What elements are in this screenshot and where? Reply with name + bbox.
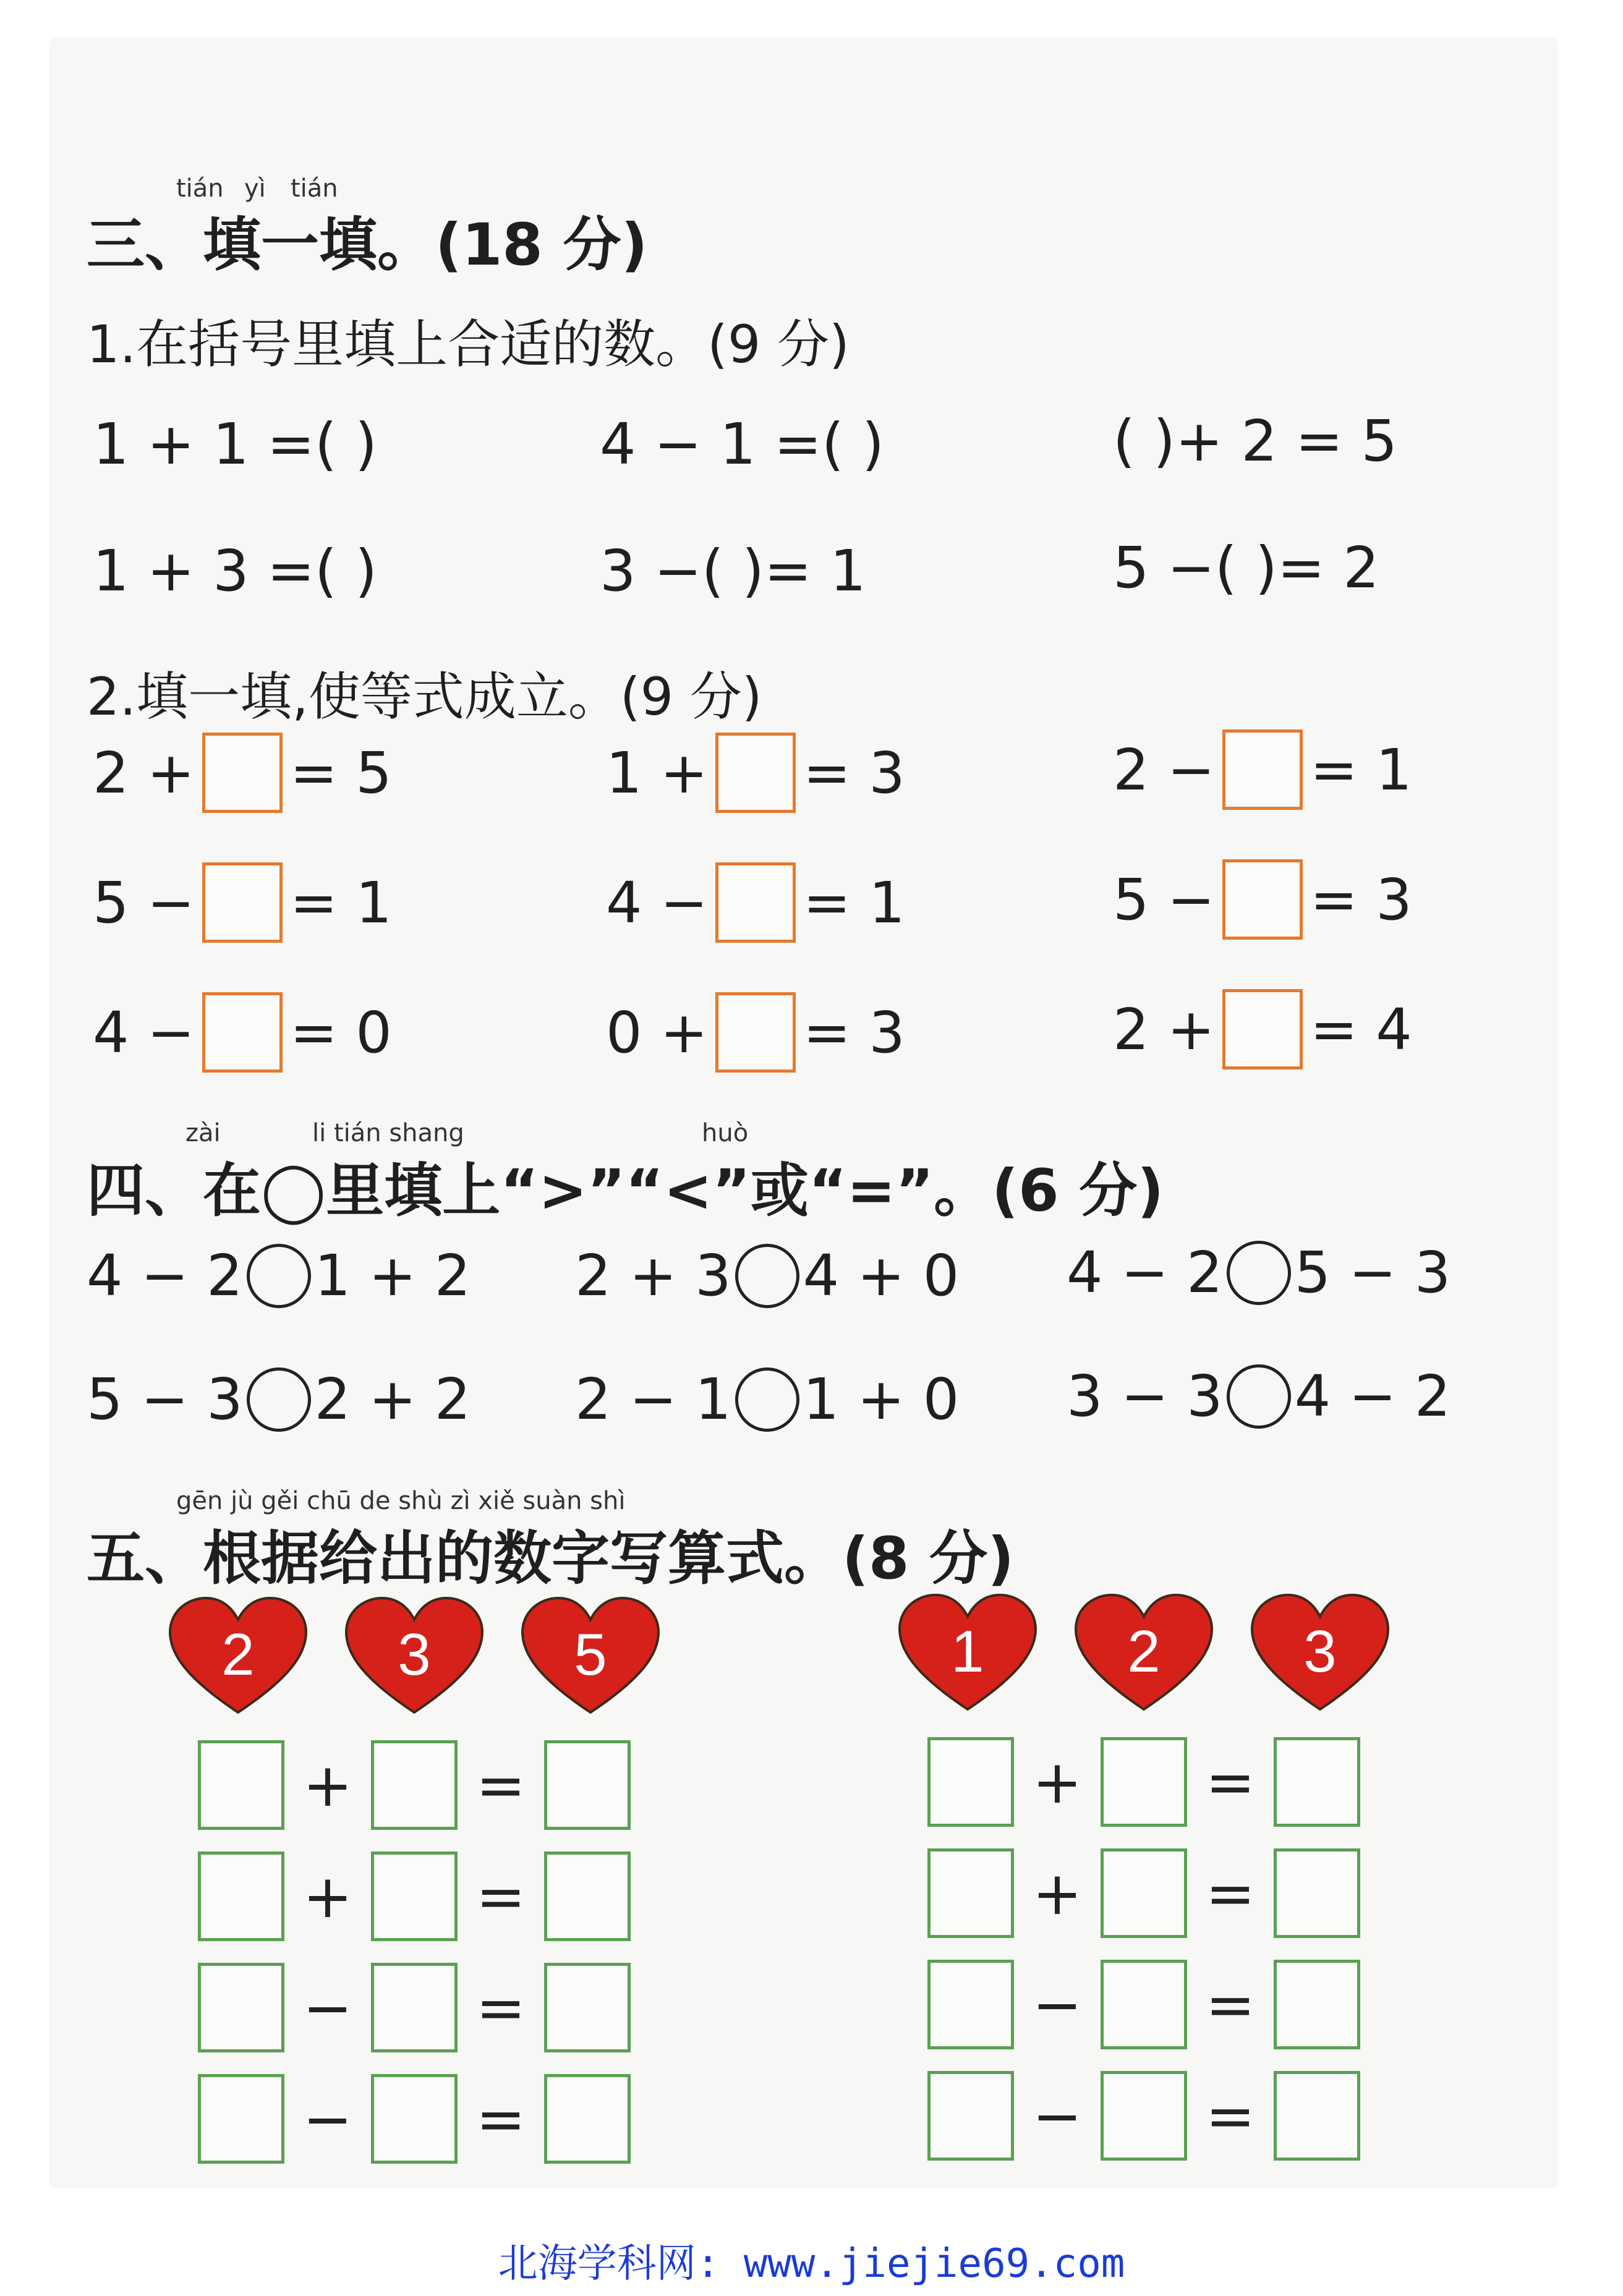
q1-eq-5: 3 −( )= 1: [600, 538, 866, 604]
pinyin-tian1: tián: [176, 174, 224, 203]
compare-item: 2 − 1 1 + 0: [575, 1366, 960, 1432]
pinyin-huo: huò: [702, 1119, 749, 1147]
answer-box[interactable]: [1101, 1960, 1187, 2049]
answer-box[interactable]: [371, 2074, 458, 2164]
heart-number: 2: [167, 1595, 309, 1719]
equation-row: + =: [198, 1852, 631, 1941]
pinyin-li-tianshang: li tián shang: [312, 1119, 464, 1147]
q2-item: 2 − = 1: [1113, 729, 1412, 810]
q1-title: 1.在括号里填上合适的数。(9 分): [87, 314, 850, 375]
q2-item: 5 − = 3: [1113, 859, 1412, 940]
q1-eq-3: ( )+ 2 = 5: [1113, 408, 1397, 474]
q2-title: 2.填一填,使等式成立。(9 分): [87, 666, 762, 727]
pinyin-yi: yì: [244, 174, 266, 203]
pinyin-zai: zài: [185, 1119, 221, 1147]
answer-box[interactable]: [1222, 859, 1303, 940]
section4-title: 四、在◯里填上“>”“<”或“=”。(6 分): [87, 1157, 1164, 1225]
equation-row: − =: [927, 1960, 1360, 2049]
answer-box[interactable]: [1274, 1737, 1360, 1827]
compare-circle[interactable]: [1227, 1241, 1291, 1305]
q2-item: 0 + = 3: [606, 992, 905, 1073]
answer-box[interactable]: [1274, 1848, 1360, 1938]
answer-box[interactable]: [715, 992, 796, 1073]
heart-number: 5: [519, 1595, 662, 1719]
answer-box[interactable]: [1222, 989, 1303, 1069]
answer-box[interactable]: [927, 2071, 1014, 2161]
answer-box[interactable]: [202, 733, 283, 813]
heart-number: 2: [1073, 1592, 1215, 1716]
q2-item: 5 − = 1: [93, 862, 392, 943]
compare-circle[interactable]: [1227, 1364, 1291, 1429]
equation-row: − =: [198, 1963, 631, 2052]
q1-eq-2: 4 − 1 =( ): [600, 411, 884, 477]
equation-row: − =: [198, 2074, 631, 2164]
section5-title: 五、根据给出的数字写算式。(8 分): [87, 1525, 1015, 1592]
q2-item: 1 + = 3: [606, 733, 905, 813]
compare-circle[interactable]: [735, 1244, 799, 1308]
answer-box[interactable]: [715, 862, 796, 943]
answer-box[interactable]: [1274, 2071, 1360, 2161]
equation-row: + =: [927, 1848, 1360, 1938]
answer-box[interactable]: [198, 2074, 284, 2164]
answer-box[interactable]: [198, 1963, 284, 2052]
answer-box[interactable]: [1101, 1737, 1187, 1827]
equation-row: + =: [198, 1740, 631, 1830]
answer-box[interactable]: [371, 1852, 458, 1941]
q1-eq-6: 5 −( )= 2: [1113, 535, 1379, 601]
heart-number: 3: [1249, 1592, 1391, 1716]
answer-box[interactable]: [371, 1740, 458, 1830]
section5-pinyin: gēn jù gěi chū de shù zì xiě suàn shì: [176, 1487, 626, 1515]
answer-box[interactable]: [1101, 2071, 1187, 2161]
answer-box[interactable]: [544, 1963, 631, 2052]
q2-item: 2 + = 4: [1113, 989, 1412, 1069]
heart-number: 1: [897, 1592, 1039, 1716]
footer-watermark-link[interactable]: 北海学科网: www.jiejie69.com: [498, 2241, 1125, 2287]
compare-circle[interactable]: [247, 1367, 311, 1432]
compare-item: 4 − 2 1 + 2: [87, 1243, 471, 1309]
compare-item: 4 − 2 5 − 3: [1067, 1239, 1451, 1306]
heart-number: 3: [343, 1595, 485, 1719]
answer-box[interactable]: [1101, 1848, 1187, 1938]
q1-eq-4: 1 + 3 =( ): [93, 538, 377, 604]
compare-circle[interactable]: [735, 1367, 799, 1432]
q2-item: 4 − = 0: [93, 992, 392, 1073]
answer-box[interactable]: [544, 2074, 631, 2164]
answer-box[interactable]: [544, 1740, 631, 1830]
answer-box[interactable]: [202, 992, 283, 1073]
answer-box[interactable]: [544, 1852, 631, 1941]
answer-box[interactable]: [1222, 729, 1303, 810]
q2-item: 2 + = 5: [93, 733, 392, 813]
answer-box[interactable]: [198, 1740, 284, 1830]
answer-box[interactable]: [198, 1852, 284, 1941]
answer-box[interactable]: [927, 1960, 1014, 2049]
compare-item: 2 + 3 4 + 0: [575, 1243, 960, 1309]
answer-box[interactable]: [371, 1963, 458, 2052]
equation-row: − =: [927, 2071, 1360, 2161]
compare-item: 3 − 3 4 − 2: [1067, 1363, 1451, 1429]
answer-box[interactable]: [202, 862, 283, 943]
answer-box[interactable]: [927, 1848, 1014, 1938]
answer-box[interactable]: [715, 733, 796, 813]
equation-row: + =: [927, 1737, 1360, 1827]
q1-eq-1: 1 + 1 =( ): [93, 411, 377, 477]
section3-title: 三、填一填。(18 分): [87, 211, 648, 279]
compare-item: 5 − 3 2 + 2: [87, 1366, 471, 1432]
pinyin-tian2: tián: [291, 174, 338, 203]
answer-box[interactable]: [1274, 1960, 1360, 2049]
q2-item: 4 − = 1: [606, 862, 905, 943]
answer-box[interactable]: [927, 1737, 1014, 1827]
compare-circle[interactable]: [247, 1244, 311, 1308]
